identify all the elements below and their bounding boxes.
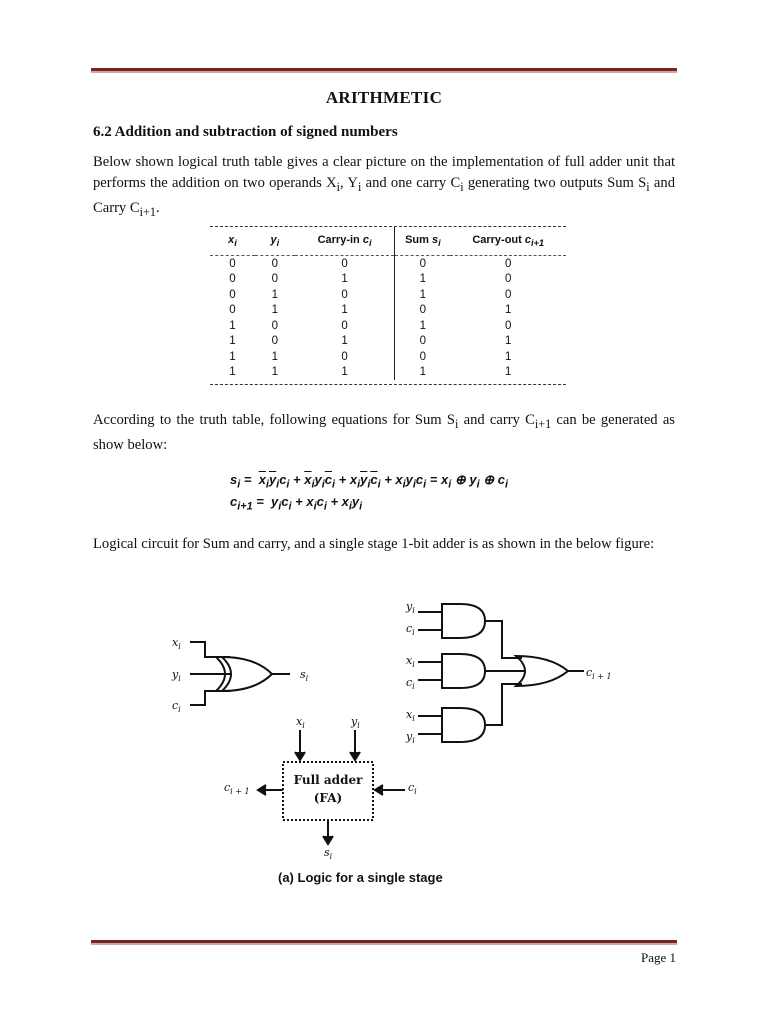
truth-table-cell: 0 <box>419 350 427 363</box>
page-number: Page 1 <box>640 950 676 965</box>
truth-table-row <box>210 256 566 272</box>
truth-table-cell: 0 <box>295 287 395 303</box>
svg-text:yi: $y_i$ <box>406 600 415 615</box>
svg-text:yi: $y_i$ <box>351 715 360 730</box>
truth-table-cell: 1 <box>295 334 395 350</box>
svg-text:yi: $y_i$ <box>406 730 415 745</box>
col-header-xi: $x_i$ <box>228 233 237 249</box>
truth-table-cell: 0 <box>271 273 278 286</box>
truth-table-cell: 0 <box>271 257 278 270</box>
xor-input-xi: $x_i$ <box>172 636 181 651</box>
truth-table-cell: 0 <box>229 288 236 301</box>
truth-table-cell: 1 <box>419 319 427 332</box>
fa-label-1: Full adder <box>293 773 363 787</box>
truth-table-cell: 1 <box>295 365 395 381</box>
sum-equation: $s_i = \overline{x}_i\overline{y}_ic_i + \overline{x}_iy_i\overline{c}_i + x_i\overline{y}_i\overline{c}_i + x_iy_ic_i = x_i$ ⊕ $y_i$ ⊕ $c_i$ <box>230 472 508 491</box>
xor-gate <box>190 642 290 705</box>
header-rule <box>91 68 677 71</box>
truth-table-cell: 0 <box>419 257 427 270</box>
page-title: ARITHMETIC <box>325 88 443 107</box>
and-gate-1 <box>418 604 485 638</box>
truth-table-cell: 0 <box>229 304 236 317</box>
xor-input-yi: $y_i$ <box>172 668 181 683</box>
truth-table-cell: 1 <box>229 350 236 363</box>
truth-table-cell: 0 <box>295 349 395 365</box>
truth-table-row <box>210 365 566 381</box>
truth-table-row <box>210 349 566 365</box>
truth-table-row <box>210 272 566 288</box>
truth-table-cell: 0 <box>419 304 427 317</box>
svg-text:si: $s_i$ <box>324 846 333 861</box>
truth-table-cell: 0 <box>504 273 512 286</box>
truth-table-cell: 1 <box>504 304 512 317</box>
truth-table-cell: 1 <box>419 273 427 286</box>
truth-table-cell: 1 <box>271 304 278 317</box>
truth-table-cell: 0 <box>271 335 278 348</box>
truth-table-header <box>210 227 566 256</box>
footer-rule <box>91 940 677 943</box>
col-header-sum: Sum $s_i$ <box>405 233 441 249</box>
truth-table-row <box>210 303 566 319</box>
truth-table-cell: 1 <box>504 350 512 363</box>
xor-output-si: $s_i$ <box>300 668 309 683</box>
svg-text:ci: $c_i$ <box>406 622 415 637</box>
truth-table-cell: 0 <box>229 257 236 270</box>
or-gate <box>516 656 584 686</box>
truth-table-cell: 1 <box>295 303 395 319</box>
svg-text:ci: $c_i$ <box>406 676 415 691</box>
truth-table-cell: 0 <box>229 273 236 286</box>
col-header-carry-in: Carry-in $c_i$ <box>295 227 395 256</box>
section-heading: 6.2 Addition and subtraction of signed numbers <box>93 124 398 140</box>
equations-paragraph: According to the truth table, following equations for Sum $S_i$ and carry $C_{i+1}$ can be generated as show below: <box>93 412 675 453</box>
truth-table-cell: 1 <box>271 366 278 379</box>
truth-table-row <box>210 287 566 303</box>
truth-table-cell: 1 <box>229 366 236 379</box>
truth-table-cell: 1 <box>229 335 236 348</box>
truth-table-cell: 0 <box>419 335 427 348</box>
truth-table-cell: 1 <box>271 350 278 363</box>
adder-circuit-figure <box>150 590 630 870</box>
and-gate-2 <box>418 654 485 688</box>
svg-text:xi: $x_i$ <box>406 654 415 669</box>
or-output-label: $c_{i + 1}$ <box>586 666 612 681</box>
truth-table-cell: 1 <box>419 288 427 301</box>
intro-paragraph: Below shown logical truth table gives a clear picture on the implementation of full adder unit that performs the addition on two operands $X_i$, $Y_i$ and one carry $C_i$ generating two outputs Sum $S_i$ and Carry $C_{i+1}$. <box>93 154 676 219</box>
xor-input-ci: $c_i$ <box>172 699 181 714</box>
truth-table-cell: 0 <box>295 256 395 272</box>
truth-table-cell: 1 <box>271 288 278 301</box>
truth-table-cell: 0 <box>504 319 512 332</box>
fa-label-2: (FA) <box>313 791 343 805</box>
truth-table-cell: 1 <box>504 366 512 379</box>
truth-table <box>210 226 566 385</box>
col-header-carry-out: Carry-out $c_{i+1}$ <box>472 233 544 249</box>
svg-text:xi: $x_i$ <box>296 715 305 730</box>
svg-text:ci + 1: $c_{i + 1}$ <box>224 781 250 796</box>
truth-table-row <box>210 318 566 334</box>
truth-table-cell: 1 <box>419 366 427 379</box>
carry-equation: $c_{i+1} = y_ic_i + x_ic_i + x_iy_i$ <box>230 494 363 513</box>
truth-table-cell: 1 <box>295 272 395 288</box>
truth-table-cell: 0 <box>271 319 278 332</box>
truth-table-cell: 1 <box>504 335 512 348</box>
truth-table-cell: 1 <box>229 319 236 332</box>
truth-table-cell: 0 <box>504 257 512 270</box>
and-gate-3 <box>418 708 485 742</box>
col-header-yi: $y_i$ <box>270 233 280 249</box>
figure-caption: (a) Logic for a single stage <box>278 870 443 885</box>
truth-table-row <box>210 334 566 350</box>
truth-table-cell: 0 <box>295 318 395 334</box>
truth-table-cell: 0 <box>504 288 512 301</box>
circuit-paragraph: Logical circuit for Sum and carry, and a single stage 1-bit adder is as shown in the below figure: <box>93 536 655 552</box>
svg-text:xi: $x_i$ <box>406 708 415 723</box>
svg-text:ci: $c_i$ <box>408 781 417 796</box>
